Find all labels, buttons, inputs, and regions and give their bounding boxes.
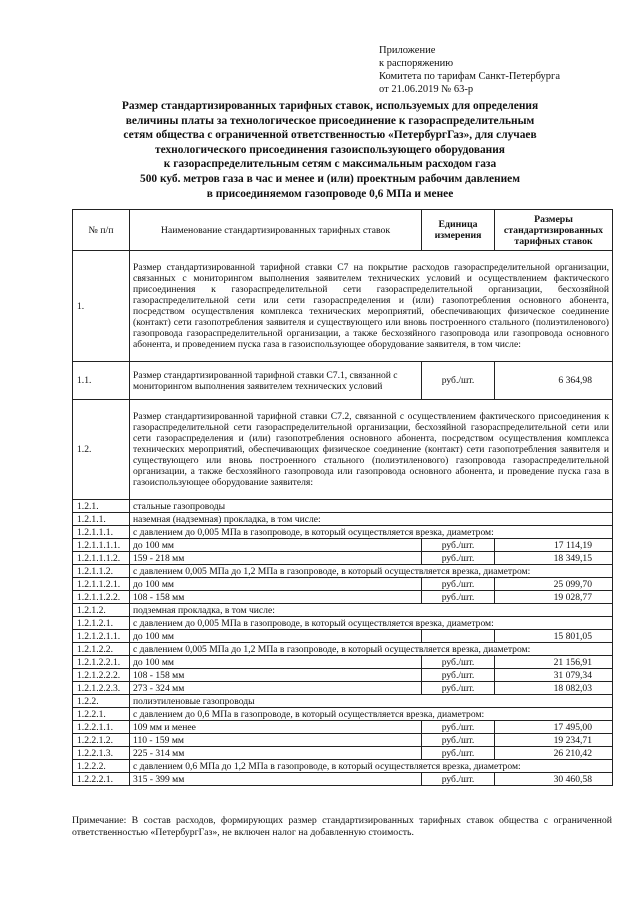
- row-text: 273 - 324 мм: [130, 682, 422, 695]
- tariff-table: [72, 209, 613, 786]
- table-row: [73, 578, 613, 591]
- appendix-line: Приложение: [379, 45, 436, 56]
- row-text: 109 мм и менее: [130, 721, 422, 734]
- title-line: величины платы за технологическое присоединение к газораспределительным: [125, 114, 535, 127]
- row-num: 1.2.1.2.2.2.: [73, 669, 130, 682]
- row-num: 1.2.1.1.2.1.: [73, 578, 130, 591]
- title-line: технологического присоединения газоиспользующего оборудования: [155, 143, 505, 156]
- row-text: с давлением 0,6 МПа до 1,2 МПа в газопроводе, в который осуществляется врезка, диаметром:: [130, 760, 613, 773]
- row-num: 1.2.2.1.1.: [73, 721, 130, 734]
- row-num: 1.2.2.2.: [73, 760, 130, 773]
- row-num: 1.2.2.2.1.: [73, 773, 130, 786]
- row-unit: руб./шт.: [422, 539, 495, 552]
- row-text: с давлением до 0,005 МПа в газопроводе, в который осуществляется врезка, диаметром:: [130, 617, 613, 630]
- table-row: [73, 643, 613, 656]
- header-num: № п/п: [73, 210, 130, 251]
- row-num: 1.2.1.1.: [73, 513, 130, 526]
- table-row: [73, 747, 613, 760]
- row-unit: руб./шт.: [422, 734, 495, 747]
- table-row: [73, 539, 613, 552]
- row-num: 1.2.1.2.1.: [73, 617, 130, 630]
- row-text: стальные газопроводы: [130, 500, 613, 513]
- table-row: [73, 565, 613, 578]
- row-value: 19 028,77: [495, 591, 613, 604]
- header-name: Наименование стандартизированных тарифных ставок: [130, 210, 422, 251]
- footnote: Примечание: В состав расходов, формирующих размер стандартизированных тарифных ставок общества с ограниченной ответственностью «ПетербургГаз», не включен налог на добавленную стоимость.: [72, 815, 612, 838]
- row-text: с давлением 0,005 МПа до 1,2 МПа в газопроводе, в который осуществляется врезка, диаметром:: [130, 565, 613, 578]
- table-row: [73, 708, 613, 721]
- table-header-row: [73, 210, 613, 251]
- table-row: [73, 617, 613, 630]
- row-unit: руб./шт.: [422, 656, 495, 669]
- row-value: 18 082,03: [495, 682, 613, 695]
- row-text: 110 - 159 мм: [130, 734, 422, 747]
- table-row: [73, 552, 613, 565]
- row-num: 1.: [73, 251, 130, 362]
- row-value: 30 460,58: [495, 773, 613, 786]
- row-num: 1.2.: [73, 400, 130, 500]
- row-num: 1.2.1.1.1.1.: [73, 539, 130, 552]
- row-text: полиэтиленовые газопроводы: [130, 695, 613, 708]
- row-text: 108 - 158 мм: [130, 591, 422, 604]
- table-row: [73, 734, 613, 747]
- row-value: 21 156,91: [495, 656, 613, 669]
- title-line: сетям общества с ограниченной ответственностью «ПетербургГаз», для случаев: [123, 129, 537, 142]
- table-row: [73, 251, 613, 362]
- row-num: 1.2.2.: [73, 695, 130, 708]
- row-text: Размер стандартизированной тарифной ставки С7 на покрытие расходов газораспределительной организации, связанных с мониторингом выполнения заявителем технических условий и осуществлением фактического присоединения к газораспределительной сети газораспределительной организации, бесхозяйной газораспределительной сети или сети газораспределения и (или) газопотребления основного абонента, посредством осуществления комплекса технических мероприятий, обеспечивающих физическое соединение (контакт) сети газопотребления заявителя и существующего или вновь построенного стального (полиэтиленового) газопровода газораспределительной организации, а также бесхозяйного газопровода или газопровода основного абонента, и проведением пуска газа в газоиспользующее оборудование заявителя, в том числе:: [130, 251, 613, 362]
- header-size: Размеры стандартизированных тарифных ставок: [495, 210, 613, 251]
- row-text: до 100 мм: [130, 656, 422, 669]
- row-text: наземная (надземная) прокладка, в том числе:: [130, 513, 613, 526]
- row-value: 15 801,05: [495, 630, 613, 643]
- table-row: [73, 591, 613, 604]
- row-unit: руб./шт.: [422, 721, 495, 734]
- title-line: к газораспределительным сетям с максимальным расходом газа: [163, 158, 497, 171]
- row-text: с давлением до 0,005 МПа в газопроводе, в который осуществляется врезка, диаметром:: [130, 526, 613, 539]
- table-row: [73, 669, 613, 682]
- row-num: 1.2.2.1.3.: [73, 747, 130, 760]
- row-text: с давлением до 0,6 МПа в газопроводе, в который осуществляется врезка, диаметром:: [130, 708, 613, 721]
- table-row: [73, 526, 613, 539]
- row-unit: [422, 630, 495, 643]
- row-value: 17 495,00: [495, 721, 613, 734]
- row-num: 1.2.1.2.1.1.: [73, 630, 130, 643]
- appendix-line: от 21.06.2019 № 63-р: [379, 84, 474, 95]
- row-unit: руб./шт.: [422, 578, 495, 591]
- table-row: [73, 721, 613, 734]
- header-unit: Единица измерения: [422, 210, 495, 251]
- row-text: 315 - 399 мм: [130, 773, 422, 786]
- row-unit: руб./шт.: [422, 773, 495, 786]
- row-num: 1.2.1.1.1.2.: [73, 552, 130, 565]
- row-unit: руб./шт.: [422, 682, 495, 695]
- table-row: [73, 400, 613, 500]
- row-num: 1.2.1.2.2.1.: [73, 656, 130, 669]
- row-unit: руб./шт.: [422, 669, 495, 682]
- appendix-line: к распоряжению: [379, 58, 454, 69]
- row-num: 1.2.1.2.2.3.: [73, 682, 130, 695]
- appendix-header: [379, 44, 560, 96]
- table-row: [73, 695, 613, 708]
- title-line: Размер стандартизированных тарифных ставок, используемых для определения: [121, 100, 539, 112]
- table-row: [73, 500, 613, 513]
- row-num: 1.2.1.1.1.: [73, 526, 130, 539]
- table-row: [73, 656, 613, 669]
- row-value: 18 349,15: [495, 552, 613, 565]
- row-unit: руб./шт.: [422, 552, 495, 565]
- table-row: [73, 773, 613, 786]
- row-text: с давлением 0,005 МПа до 1,2 МПа в газопроводе, в который осуществляется врезка, диаметром:: [130, 643, 613, 656]
- row-text: до 100 мм: [130, 539, 422, 552]
- row-num: 1.1.: [73, 362, 130, 400]
- row-unit: руб./шт.: [422, 747, 495, 760]
- row-num: 1.2.1.2.2.: [73, 643, 130, 656]
- row-text: до 100 мм: [130, 630, 422, 643]
- appendix-line: Комитета по тарифам Санкт-Петербурга: [379, 71, 561, 82]
- row-text: 159 - 218 мм: [130, 552, 422, 565]
- row-value: 6 364,98: [495, 362, 613, 400]
- row-text: до 100 мм: [130, 578, 422, 591]
- row-value: 25 099,70: [495, 578, 613, 591]
- row-num: 1.2.1.1.2.2.: [73, 591, 130, 604]
- row-text: подземная прокладка, в том числе:: [130, 604, 613, 617]
- row-text: 225 - 314 мм: [130, 747, 422, 760]
- title-line: 500 куб. метров газа в час и менее и (или) проектным рабочим давлением: [140, 172, 520, 185]
- table-row: [73, 604, 613, 617]
- row-num: 1.2.2.1.2.: [73, 734, 130, 747]
- row-value: 17 114,19: [495, 539, 613, 552]
- row-num: 1.2.1.1.2.: [73, 565, 130, 578]
- row-num: 1.2.1.2.: [73, 604, 130, 617]
- row-text: 108 - 158 мм: [130, 669, 422, 682]
- table-row: [73, 513, 613, 526]
- row-text: Размер стандартизированной тарифной ставки С7.2, связанной с осуществлением фактического присоединения к газораспределительной сети газораспределительной организации, бесхозяйной газораспределительной сети или сети газораспределения и (или) газопотребления основного абонента, посредством осуществления комплекса технических мероприятий, обеспечивающих физическое соединение (контакт) сети газопотребления заявителя и существующего или вновь построенного стального (полиэтиленового) газопровода газораспределительной организации, а также бесхозяйного газопровода или газопровода основного абонента, и проведение пуска газа в газоиспользующее оборудование заявителя:: [130, 400, 613, 500]
- table-row: [73, 760, 613, 773]
- row-unit: руб./шт.: [422, 362, 495, 400]
- title-line: в присоединяемом газопроводе 0,6 МПа и менее: [206, 187, 454, 200]
- row-value: 19 234,71: [495, 734, 613, 747]
- document-title: [70, 99, 590, 201]
- row-value: 31 079,34: [495, 669, 613, 682]
- table-row: [73, 682, 613, 695]
- table-row: [73, 362, 613, 400]
- row-text: Размер стандартизированной тарифной ставки С7.1, связанной с мониторингом выполнения заявителем технических условий: [130, 362, 422, 400]
- row-num: 1.2.2.1.: [73, 708, 130, 721]
- row-value: 26 210,42: [495, 747, 613, 760]
- table-row: [73, 630, 613, 643]
- row-unit: руб./шт.: [422, 591, 495, 604]
- row-num: 1.2.1.: [73, 500, 130, 513]
